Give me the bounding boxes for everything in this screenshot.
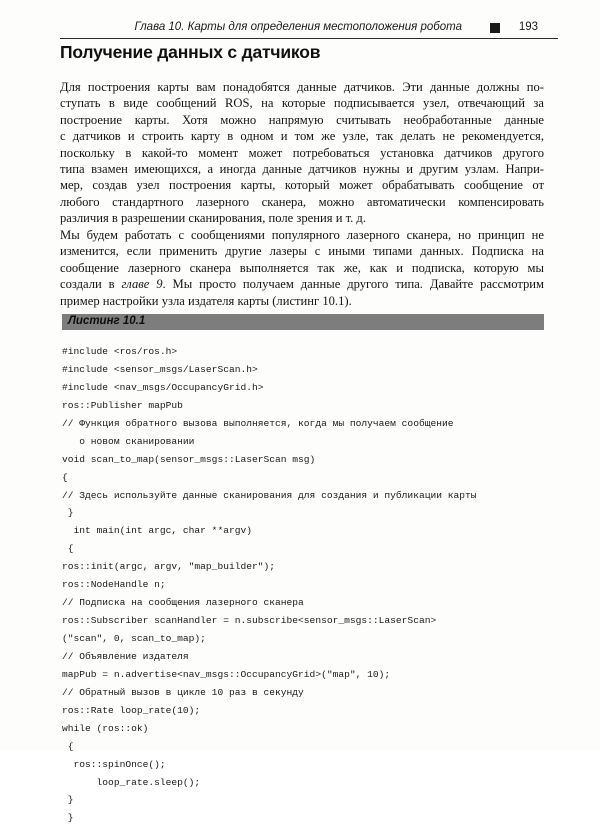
paragraph-line: Для построения карты вам понадобятся данные датчиков. Эти данные должны по- (60, 80, 544, 94)
code-line: } (62, 507, 74, 519)
paragraph-line: ступать в виде сообщений ROS, на которые подписывается узел, отвечающий за (60, 96, 544, 111)
paragraph-line: мер, создав узел построения карты, который может обрабатывать сообщение от (60, 178, 544, 193)
paragraph-line: с датчиков и строить карту в одном и том же узле, так делать не рекомендуется, (60, 129, 544, 144)
code-line: ros::init(argc, argv, "map_builder"); (62, 561, 276, 573)
paragraph-line: сообщение лазерного сканера выполняется так же, как и подписка, которую мы (60, 260, 544, 275)
code-line: ros::Subscriber scanHandler = n.subscribe<sensor_msgs::LaserScan> (62, 615, 437, 627)
paragraph-1 (60, 79, 544, 227)
code-line: #include <nav_msgs/OccupancyGrid.h> (62, 381, 264, 393)
paragraph-line: Мы будем работать с сообщениями популярного лазерного сканера, но принцип не (60, 228, 544, 242)
code-line: } (62, 812, 74, 824)
code-line: ("scan", 0, scan_to_map); (62, 633, 206, 644)
text-run: . Мы просто получаем данные другого типа. Давайте рассмотрим (162, 277, 544, 292)
code-line: // Обратный вызов в цикле 10 раз в секунду (62, 686, 304, 698)
code-line: ros::spinOnce(); (62, 758, 166, 770)
code-line: // Функция обратного вызова выполняется, когда мы получаем сообщение (62, 417, 454, 429)
code-line: #include <ros/ros.h> (62, 346, 178, 357)
paragraph-line: изменится, если применить другие лазеры с иными типами данных. Подписка на (60, 244, 544, 259)
code-line: { (62, 543, 74, 555)
paragraph-line (60, 276, 544, 292)
section-title: Получение данных с датчиков (60, 42, 321, 62)
code-line: void scan_to_map(sensor_msgs::LaserScan msg) (62, 453, 316, 465)
chapter-title: Глава 10. Карты для определения местоположения робота (134, 21, 462, 33)
code-line: { (62, 471, 68, 483)
code-line: о новом сканировании (62, 435, 195, 447)
running-header (60, 20, 558, 38)
code-line: // Объявление издателя (62, 650, 189, 662)
header-rule (60, 38, 558, 39)
code-line: mapPub = n.advertise<nav_msgs::OccupancyGrid>("map", 10); (62, 668, 391, 680)
page-number: 193 (518, 21, 538, 33)
paragraph-line: различия в разрешении сканирования, поле зрения и т. д. (60, 211, 366, 226)
header-marker-square (490, 23, 500, 33)
listing-title: Листинг 10.1 (68, 315, 146, 327)
paragraph-line: типа взамен имеющихся, а иногда данные датчиков нужны и другим узлам. Напри- (60, 162, 544, 177)
code-line: ros::Rate loop_rate(10); (62, 704, 201, 716)
listing-header (62, 314, 544, 330)
code-line: ros::Publisher mapPub (62, 399, 183, 411)
code-line: loop_rate.sleep(); (62, 776, 201, 788)
code-listing (62, 343, 542, 827)
code-line: ros::NodeHandle n; (62, 579, 166, 591)
code-line: #include <sensor_msgs/LaserScan.h> (62, 363, 258, 375)
code-line: } (62, 794, 74, 806)
paragraph-line: построение карты. Хотя можно напрямую считывать необработанные данные (60, 112, 544, 127)
code-line: int main(int argc, char **argv) (62, 525, 252, 537)
text-run: создали в (60, 277, 122, 292)
paragraph-2 (60, 227, 544, 309)
chapter-reference: главе 9 (121, 277, 163, 292)
code-line: while (ros::ok) (62, 722, 149, 734)
paragraph-line: любого стандартного лазерного сканера, можно автоматически компенсировать (60, 194, 544, 209)
paragraph-line: пример настройки узла издателя карты (листинг 10.1). (60, 293, 352, 308)
paragraph-line: поскольку в какой-то момент может потребоваться установка датчиков другого (60, 145, 544, 160)
code-line: { (62, 740, 74, 752)
code-line: // Подписка на сообщения лазерного сканера (62, 597, 304, 609)
code-line: // Здесь используйте данные сканирования для создания и публикации карты (62, 489, 477, 501)
